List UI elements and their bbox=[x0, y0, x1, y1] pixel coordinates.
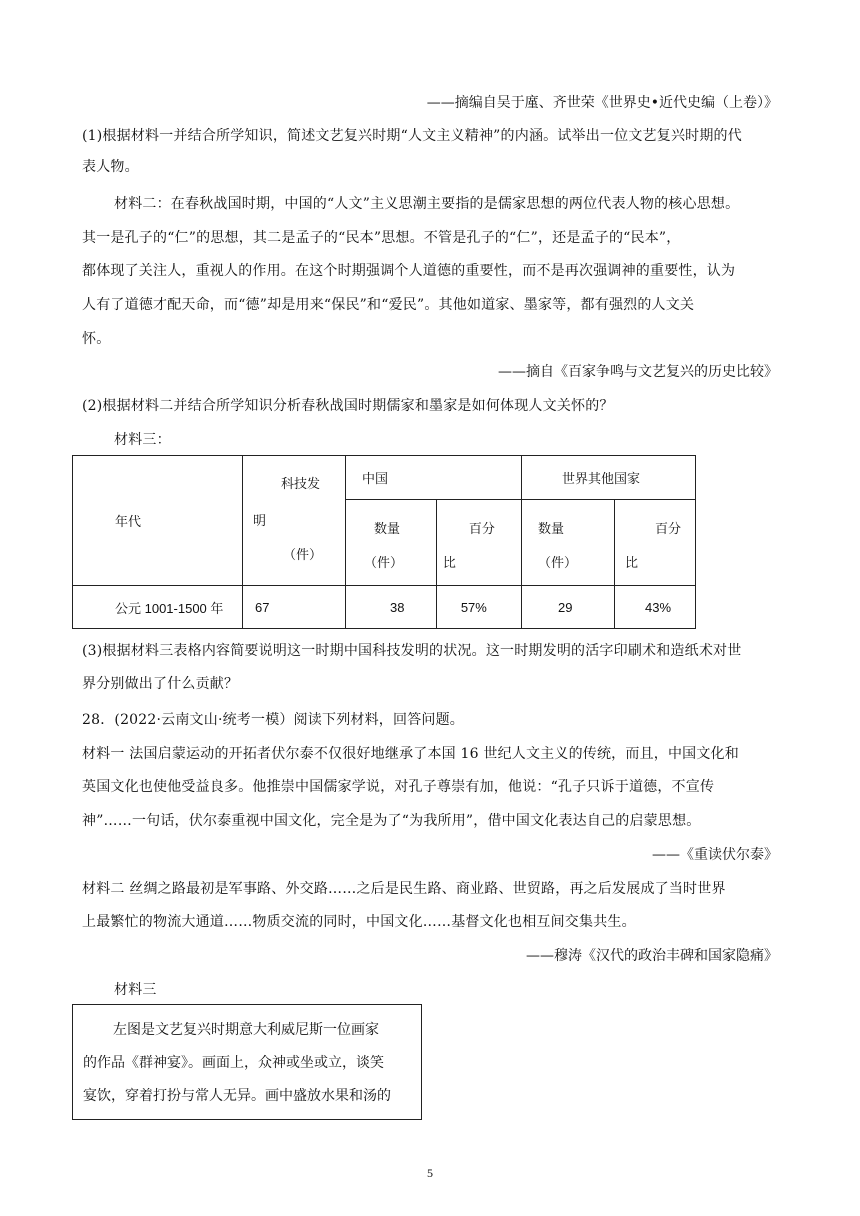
header-w-count-cell bbox=[522, 500, 615, 586]
row-w-pct-cell bbox=[615, 586, 696, 629]
material-2-source: ——摘自《百家争鸣与文艺复兴的历史比较》 bbox=[498, 364, 778, 380]
header-cn-count-cell bbox=[346, 500, 437, 586]
header-era-cell bbox=[73, 456, 243, 586]
row-cn-count: 38 bbox=[390, 599, 405, 615]
question-3-line: (3)根据材料三表格内容简要说明这一时期中国科技发明的状况。这一时期发明的活字印刷术和造纸术对世 bbox=[82, 643, 742, 659]
question-3-line: 界分别做出了什么贡献？ bbox=[82, 676, 239, 692]
row-total-cell bbox=[243, 586, 346, 629]
material-3-label: 材料三： bbox=[114, 432, 171, 448]
header-count-2: （件） bbox=[364, 556, 404, 571]
header-pct-1: 百分 bbox=[468, 522, 495, 537]
material-2-line: 都体现了关注人，重视人的作用。在这个时期强调个人道德的重要性，而不是再次强调神的重要性，认为 bbox=[82, 263, 736, 279]
header-pct-2: 比 bbox=[442, 556, 456, 571]
material-2-line: 其一是孔子的“仁”的思想，其二是孟子的“民本”思想。不管是孔子的“仁”，还是孟子的“民本”， bbox=[82, 230, 681, 246]
q28-material-2-line: 材料二 丝绸之路最初是军事路、外交路……之后是民生路、商业路、世贸路，再之后发展成了当时世界 bbox=[82, 881, 726, 897]
header-world-cell bbox=[522, 456, 696, 500]
question-28-heading: 28．(2022·云南文山·统考一模）阅读下列材料，回答问题。 bbox=[82, 712, 465, 728]
header-pct-1: 百分 bbox=[655, 522, 682, 537]
header-era: 年代 bbox=[115, 515, 142, 530]
q28-material-1-source: ——《重读伏尔泰》 bbox=[652, 847, 778, 863]
q28-material-1-line: 英国文化也使他受益良多。他推崇中国儒家学说，对孔子尊崇有加，他说：“孔子只诉于道德，不宣传 bbox=[82, 779, 715, 795]
row-era: 公元 1001-1500 年 bbox=[115, 600, 224, 616]
material-2-line: 人有了道德才配天命，而“德”却是用来“保民”和“爱民”。其他如道家、墨家等，都有强烈的人文关 bbox=[82, 297, 695, 313]
inventions-table bbox=[72, 455, 696, 629]
row-w-pct: 43% bbox=[645, 599, 672, 615]
row-w-count: 29 bbox=[558, 599, 573, 615]
q28-material-3-label: 材料三 bbox=[114, 982, 157, 998]
header-count-1: 数量 bbox=[374, 522, 401, 537]
row-total: 67 bbox=[255, 599, 270, 615]
header-inventions-1: 科技发 bbox=[281, 477, 321, 492]
header-china-cell bbox=[346, 456, 522, 500]
q28-material-2-line: 上最繁忙的物流大通道……物质交流的同时，中国文化……基督文化也相互间交集共生。 bbox=[82, 914, 636, 930]
q28-material-1-line: 材料一 法国启蒙运动的开拓者伏尔泰不仅很好地继承了本国 16 世纪人文主义的传统，而且，中国文化和 bbox=[82, 746, 739, 762]
page-number: 5 bbox=[427, 1166, 433, 1180]
source-citation-top: ——摘编自吴于廑、齐世荣《世界史•近代史编（上卷）》 bbox=[426, 95, 778, 111]
row-cn-pct-cell bbox=[436, 586, 521, 629]
material-2-line: 材料二：在春秋战国时期，中国的“人文”主义思潮主要指的是儒家思想的两位代表人物的核心思想。 bbox=[114, 196, 740, 212]
row-era-cell bbox=[73, 586, 243, 629]
question-2: (2)根据材料二并结合所学知识分析春秋战国时期儒家和墨家是如何体现人文关怀的？ bbox=[82, 398, 614, 414]
header-inventions-cell bbox=[243, 456, 346, 586]
header-count-2: （件） bbox=[538, 556, 578, 571]
material-2-line: 怀。 bbox=[82, 331, 111, 347]
header-inventions-3: （件） bbox=[283, 548, 323, 563]
question-1-line: (1)根据材料一并结合所学知识，简述文艺复兴时期“人文主义精神”的内涵。试举出一位文艺复兴时期的代 bbox=[82, 128, 742, 144]
row-cn-pct: 57% bbox=[460, 599, 487, 615]
material-3-text-box bbox=[72, 1004, 422, 1120]
q28-material-1-line: 神”……一句话，伏尔泰重视中国文化，完全是为了“为我所用”，借中国文化表达自己的启蒙思想。 bbox=[82, 813, 701, 829]
box-line: 的作品《群神宴》。画面上，众神或坐或立，谈笑 bbox=[83, 1055, 384, 1071]
header-world: 世界其他国家 bbox=[562, 472, 641, 487]
row-w-count-cell bbox=[522, 586, 615, 629]
header-cn-pct-cell bbox=[436, 500, 521, 586]
header-pct-2: 比 bbox=[625, 556, 639, 571]
question-1-line: 表人物。 bbox=[82, 159, 139, 175]
box-line: 宴饮，穿着打扮与常人无异。画中盛放水果和汤的 bbox=[83, 1088, 391, 1104]
row-cn-count-cell bbox=[346, 586, 437, 629]
box-line: 左图是文艺复兴时期意大利威尼斯一位画家 bbox=[113, 1022, 379, 1038]
header-china: 中国 bbox=[362, 472, 389, 487]
header-inventions-2: 明 bbox=[253, 514, 267, 529]
header-count-1: 数量 bbox=[538, 522, 565, 537]
q28-material-2-source: ——穆涛《汉代的政治丰碑和国家隐痛》 bbox=[526, 948, 778, 964]
header-w-pct-cell bbox=[615, 500, 696, 586]
